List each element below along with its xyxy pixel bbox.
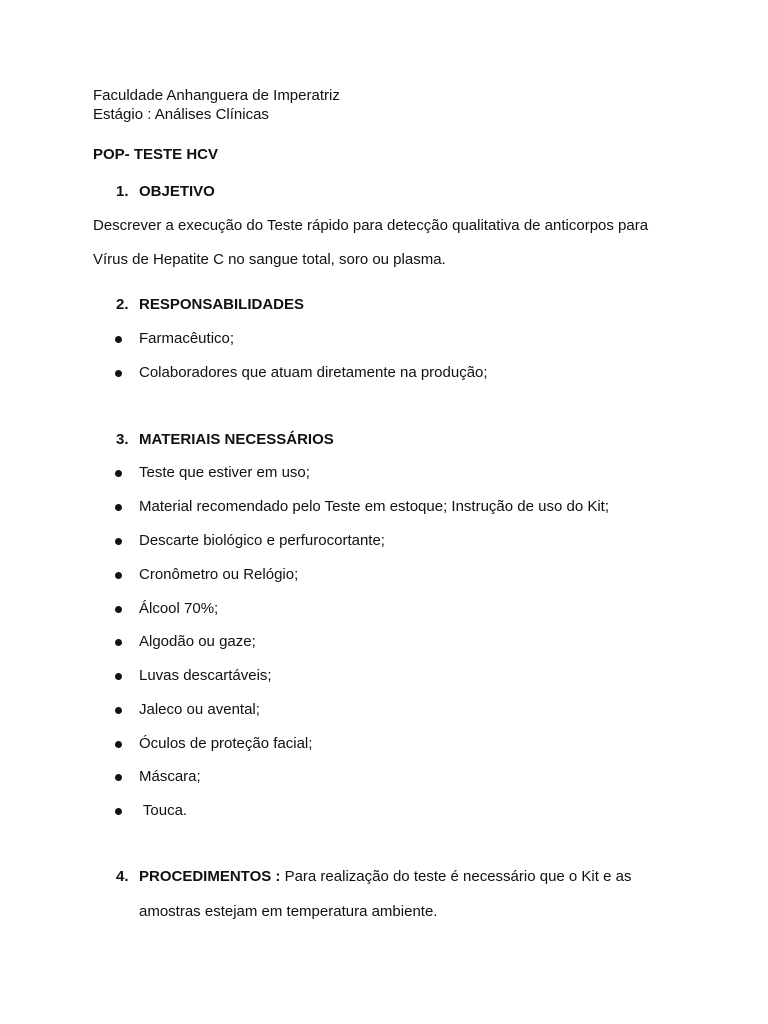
document-title: POP- TESTE HCV — [93, 146, 219, 163]
list-item: Cronômetro ou Relógio; — [139, 566, 299, 583]
list-item: Jaleco ou avental; — [139, 701, 260, 718]
bullet-icon — [115, 639, 122, 646]
section-number-materials: 3. — [116, 431, 129, 448]
section-heading-objective: OBJETIVO — [139, 183, 215, 200]
section-heading-materials: MATERIAIS NECESSÁRIOS — [139, 431, 334, 448]
procedures-line-1 — [139, 868, 631, 886]
list-item: Farmacêutico; — [139, 330, 235, 347]
list-item: Colaboradores que atuam diretamente na produção; — [139, 364, 488, 381]
bullet-icon — [115, 707, 122, 714]
objective-paragraph-line-1: Descrever a execução do Teste rápido para detecção qualitativa de anticorpos para — [93, 217, 649, 234]
list-item: Óculos de proteção facial; — [139, 735, 313, 752]
bullet-icon — [115, 673, 122, 680]
list-item: Máscara; — [139, 768, 201, 785]
procedures-line-2: amostras estejam em temperatura ambiente. — [139, 903, 438, 920]
bullet-icon — [115, 470, 122, 477]
objective-paragraph-line-2: Vírus de Hepatite C no sangue total, soro ou plasma. — [93, 251, 446, 268]
list-item: Luvas descartáveis; — [139, 667, 272, 684]
stage-line: Estágio : Análises Clínicas — [93, 106, 269, 123]
list-item: Teste que estiver em uso; — [139, 464, 310, 481]
bullet-icon — [115, 336, 122, 343]
bullet-icon — [115, 370, 122, 377]
bullet-icon — [115, 774, 122, 781]
bullet-icon — [115, 538, 122, 545]
section-number-procedures: 4. — [116, 868, 129, 885]
list-item: Touca. — [139, 802, 188, 819]
section-heading-responsibilities: RESPONSABILIDADES — [139, 296, 305, 313]
bullet-icon — [115, 504, 122, 511]
bullet-icon — [115, 741, 122, 748]
procedures-text-1: Para realização do teste é necessário que o Kit e as — [284, 868, 632, 885]
institution-name: Faculdade Anhanguera de Imperatriz — [93, 87, 340, 104]
list-item: Álcool 70%; — [139, 600, 219, 617]
section-number-responsibilities: 2. — [116, 296, 129, 313]
section-number-objective: 1. — [116, 183, 129, 200]
section-heading-procedures: PROCEDIMENTOS : — [139, 868, 281, 885]
list-item: Material recomendado pelo Teste em estoque; Instrução de uso do Kit; — [139, 498, 610, 515]
bullet-icon — [115, 606, 122, 613]
list-item: Algodão ou gaze; — [139, 633, 256, 650]
bullet-icon — [115, 572, 122, 579]
list-item: Descarte biológico e perfurocortante; — [139, 532, 385, 549]
bullet-icon — [115, 808, 122, 815]
